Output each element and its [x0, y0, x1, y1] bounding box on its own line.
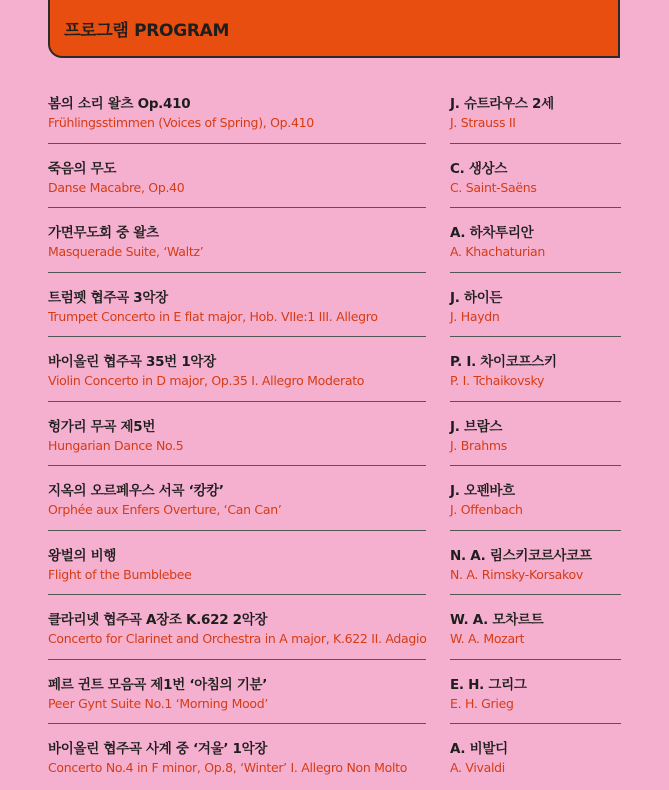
- column-gap: [426, 595, 450, 660]
- column-gap: [426, 531, 450, 596]
- work-cell: [48, 337, 426, 402]
- composer-cell: [450, 144, 621, 209]
- composer-name-ko: C. 생상스: [450, 160, 508, 177]
- program-header-title: 프로그램 PROGRAM: [64, 21, 230, 41]
- work-title-en: Orphée aux Enfers Overture, ‘Can Can’: [48, 502, 282, 517]
- program-row: [48, 724, 621, 789]
- program-row: [48, 660, 621, 725]
- work-title-en: Frühlingsstimmen (Voices of Spring), Op.410: [48, 115, 314, 130]
- work-title-en: Trumpet Concerto in E flat major, Hob. VIIe:1 III. Allegro: [48, 308, 378, 324]
- work-title-en: Violin Concerto in D major, Op.35 I. Allegro Moderato: [48, 373, 365, 388]
- work-title-en: Masquerade Suite, ‘Waltz’: [48, 244, 204, 259]
- program-row: [48, 466, 621, 531]
- column-gap: [426, 144, 450, 209]
- work-title-ko: 봄의 소리 왈츠 Op.410: [48, 96, 191, 112]
- work-title-ko: 클라리넷 협주곡 A장조 K.622 2악장: [48, 612, 268, 628]
- program-row: [48, 273, 621, 338]
- composer-name-en: J. Haydn: [450, 308, 500, 324]
- work-title-ko: 바이올린 협주곡 사계 중 ‘겨울’ 1악장: [48, 741, 268, 757]
- work-title-ko: 죽음의 무도: [48, 160, 117, 177]
- composer-name-ko: J. 하이든: [450, 289, 503, 306]
- composer-cell: [450, 402, 621, 467]
- composer-cell: [450, 660, 621, 725]
- composer-name-ko: A. 하차투리안: [450, 225, 534, 241]
- composer-cell: [450, 531, 621, 596]
- composer-name-ko: E. H. 그리그: [450, 676, 527, 693]
- column-gap: [426, 273, 450, 338]
- composer-name-en: C. Saint-Saëns: [450, 179, 537, 195]
- composer-cell: [450, 466, 621, 531]
- composer-name-en: N. A. Rimsky-Korsakov: [450, 566, 583, 582]
- composer-name-en: E. H. Grieg: [450, 695, 514, 711]
- work-title-ko: 가면무도회 중 왈츠: [48, 225, 159, 241]
- composer-name-en: P. I. Tchaikovsky: [450, 373, 545, 388]
- work-cell: [48, 531, 426, 596]
- program-row: [48, 337, 621, 402]
- work-cell: [48, 144, 426, 209]
- composer-name-ko: J. 슈트라우스 2세: [450, 96, 554, 112]
- work-title-en: Flight of the Bumblebee: [48, 566, 192, 582]
- composer-name-en: J. Strauss II: [450, 115, 516, 130]
- composer-name-en: W. A. Mozart: [450, 631, 525, 646]
- program-row: [48, 595, 621, 660]
- composer-cell: [450, 337, 621, 402]
- composer-name-en: J. Offenbach: [450, 502, 523, 517]
- work-cell: [48, 273, 426, 338]
- work-cell: [48, 724, 426, 789]
- composer-cell: [450, 208, 621, 273]
- work-cell: [48, 660, 426, 725]
- work-title-en: Danse Macabre, Op.40: [48, 179, 185, 195]
- composer-name-ko: J. 오펜바흐: [450, 483, 515, 499]
- column-gap: [426, 208, 450, 273]
- work-title-en: Concerto No.4 in F minor, Op.8, ‘Winter’ I. Allegro Non Molto: [48, 760, 408, 775]
- composer-cell: [450, 724, 621, 789]
- program-row: [48, 531, 621, 596]
- column-gap: [426, 466, 450, 531]
- work-title-ko: 트럼펫 협주곡 3악장: [48, 289, 168, 306]
- composer-name-ko: P. I. 차이코프스키: [450, 354, 557, 370]
- column-gap: [426, 402, 450, 467]
- work-cell: [48, 466, 426, 531]
- composer-name-ko: A. 비발디: [450, 741, 508, 757]
- composer-name-en: A. Khachaturian: [450, 244, 546, 259]
- program-row: [48, 144, 621, 209]
- work-title-ko: 왕벌의 비행: [48, 547, 117, 564]
- column-gap: [426, 79, 450, 144]
- work-cell: [48, 208, 426, 273]
- program-list: [48, 79, 621, 789]
- work-title-ko: 헝가리 무곡 제5번: [48, 418, 156, 435]
- work-title-ko: 페르 귄트 모음곡 제1번 ‘아침의 기분’: [48, 676, 268, 693]
- composer-name-ko: J. 브람스: [450, 418, 503, 435]
- work-cell: [48, 402, 426, 467]
- composer-cell: [450, 273, 621, 338]
- composer-name-ko: W. A. 모차르트: [450, 612, 544, 628]
- column-gap: [426, 724, 450, 789]
- work-cell: [48, 595, 426, 660]
- program-row: [48, 208, 621, 273]
- composer-cell: [450, 79, 621, 144]
- composer-name-ko: N. A. 림스키코르사코프: [450, 547, 592, 564]
- program-row: [48, 402, 621, 467]
- work-title-ko: 지옥의 오르페우스 서곡 ‘캉캉’: [48, 483, 224, 499]
- composer-name-en: A. Vivaldi: [450, 760, 505, 775]
- column-gap: [426, 337, 450, 402]
- composer-cell: [450, 595, 621, 660]
- work-title-en: Hungarian Dance No.5: [48, 437, 184, 453]
- work-cell: [48, 79, 426, 144]
- column-gap: [426, 660, 450, 725]
- work-title-ko: 바이올린 협주곡 35번 1악장: [48, 354, 216, 370]
- work-title-en: Peer Gynt Suite No.1 ‘Morning Mood’: [48, 695, 269, 711]
- composer-name-en: J. Brahms: [450, 437, 507, 453]
- work-title-en: Concerto for Clarinet and Orchestra in A major, K.622 II. Adagio: [48, 631, 427, 646]
- program-row: [48, 79, 621, 144]
- program-header: [48, 0, 620, 58]
